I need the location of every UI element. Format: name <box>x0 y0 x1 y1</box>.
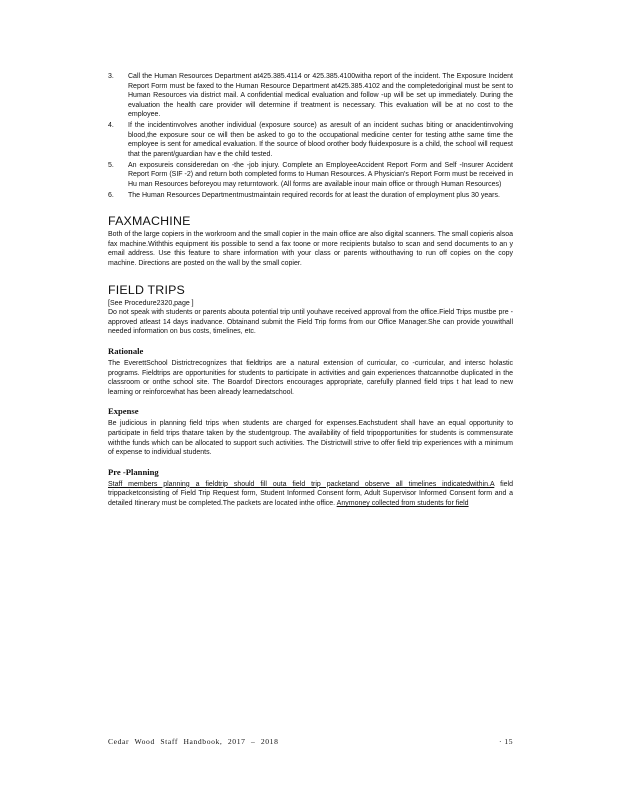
list-item-text: An exposureis consideredan on -the -job injury. Complete an EmployeeAccident Report Form and Self -Insurer Accident Report Form (SIF -2) and return both completed forms to Human Resources. A Physician's Report Form must be received in Hu man Resources beforeyou may returntowork. (All forms are available inour main office or through Human Resources) <box>128 161 513 188</box>
rationale-paragraph: The EverettSchool Districtrecognizes that fieldtrips are a natural extension of curricular, co -curricular, and intersc holastic programs. Fieldtrips are opportunities for students to participate in activities and gain experiences thatcannotbe duplicated in the classroom or onthe school site. The Boardof Directors encourages appropriate, carefully planned field trips t hat lead to new learning or reinforcewhat has been already learnedatschool. <box>108 360 513 396</box>
list-item-text: Call the Human Resources Department at425.385.4114 or 425.385.4100witha report of the incident. The Exposure Incident Report Form must be faxed to the Human Resource Department at425.385.4102 and the completedoriginal must be sent to Human Resources via district mail. A confidential medical evaluation and follow -up will be set up immediately. During the evaluation the health care provider will determine if treatment is necessary. This evaluation will be at no cost to the employee. <box>128 73 513 119</box>
list-item-number: 5. <box>108 161 114 169</box>
expense-paragraph: Be judicious in planning field trips when students are charged for expenses.Eachstudent shall have an equal opportunity to participate in field trips thatare taken by the studentgroup. The availability of field tripopportunities for students is commensurate withthe funds which can be allocated to support such activities. The Districtwill strive to offer field trip experiences with a minimum of expense to individual students. <box>108 420 513 457</box>
fax-machine-paragraph: Both of the large copiers in the workroom and the small copier in the main office are also digital scanners. The small copieris alsoa fax machine.Withthis equipment itis possible to send a fax toone or more recipients butalso to scan and send documents to an y email address. Use this feature to share information with your class or parents withouthaving to run off copies on the copy machine. Directions are posted on the wall by the small copier. <box>108 231 513 268</box>
field-trips-heading: FIELD TRIPS <box>108 282 186 297</box>
list-item-text: If the incidentinvolves another individual (exposure source) as aresult of an incident suchas biting or anacidentinvolving blood,the exposure sour ce will then be asked to go to the occupational medicine center for testing atthe same time the employee is sent for amedical evaluation. If the source of blood orother body fluidexposure is a child, the school will request that the parent/guardian hav e the child tested. <box>128 122 513 158</box>
procedure-reference: [See Procedure2320,page ] <box>108 299 194 307</box>
list-item <box>108 121 513 159</box>
list-item-text: The Human Resources Departmentmustmaintain required records for at least the duration of employment plus 30 years. <box>128 191 500 199</box>
list-item-number: 4. <box>108 122 114 130</box>
footer-handbook-title: Cedar Wood Staff Handbook, 2017 – 2018 <box>108 737 279 746</box>
page-number: · 15 <box>498 737 513 746</box>
list-item <box>108 72 513 120</box>
list-item <box>108 191 513 201</box>
page-content <box>108 72 513 509</box>
expense-heading: Expense <box>108 406 139 417</box>
list-item-number: 3. <box>108 73 114 80</box>
fax-machine-heading: FAXMACHINE <box>108 214 191 229</box>
list-item-number: 6. <box>108 191 114 199</box>
field-trips-paragraph: Do not speak with students or parents abouta potential trip until youhave received approval from the office.Field Trips mustbe pre -approved atleast 14 days inadvance. Obtainand submit the Field Trip forms from our Office Manager.She can provide youwithall needed information on bus costs, timelines, etc. <box>108 309 513 336</box>
preplanning-underlined-text: Anymoney collected from students for field <box>336 499 469 507</box>
preplanning-plain-text: field trippacketconsisting of Field Trip Request form, Student Informed Consent form, Adult Supervisor Informed Consent form and a detailed Itinerary must be completed.The packets are located inthe office. <box>108 480 513 507</box>
preplanning-paragraph <box>108 480 513 509</box>
rationale-heading: Rationale <box>108 346 144 357</box>
exposure-steps-list <box>108 72 513 200</box>
page-footer <box>108 737 513 749</box>
preplanning-underlined-text: Staff members planning a fieldtrip should fill outa field trip packetand observe all timelines indicatedwithin.A <box>108 480 495 488</box>
preplanning-heading: Pre -Planning <box>108 466 159 477</box>
list-item <box>108 161 513 190</box>
